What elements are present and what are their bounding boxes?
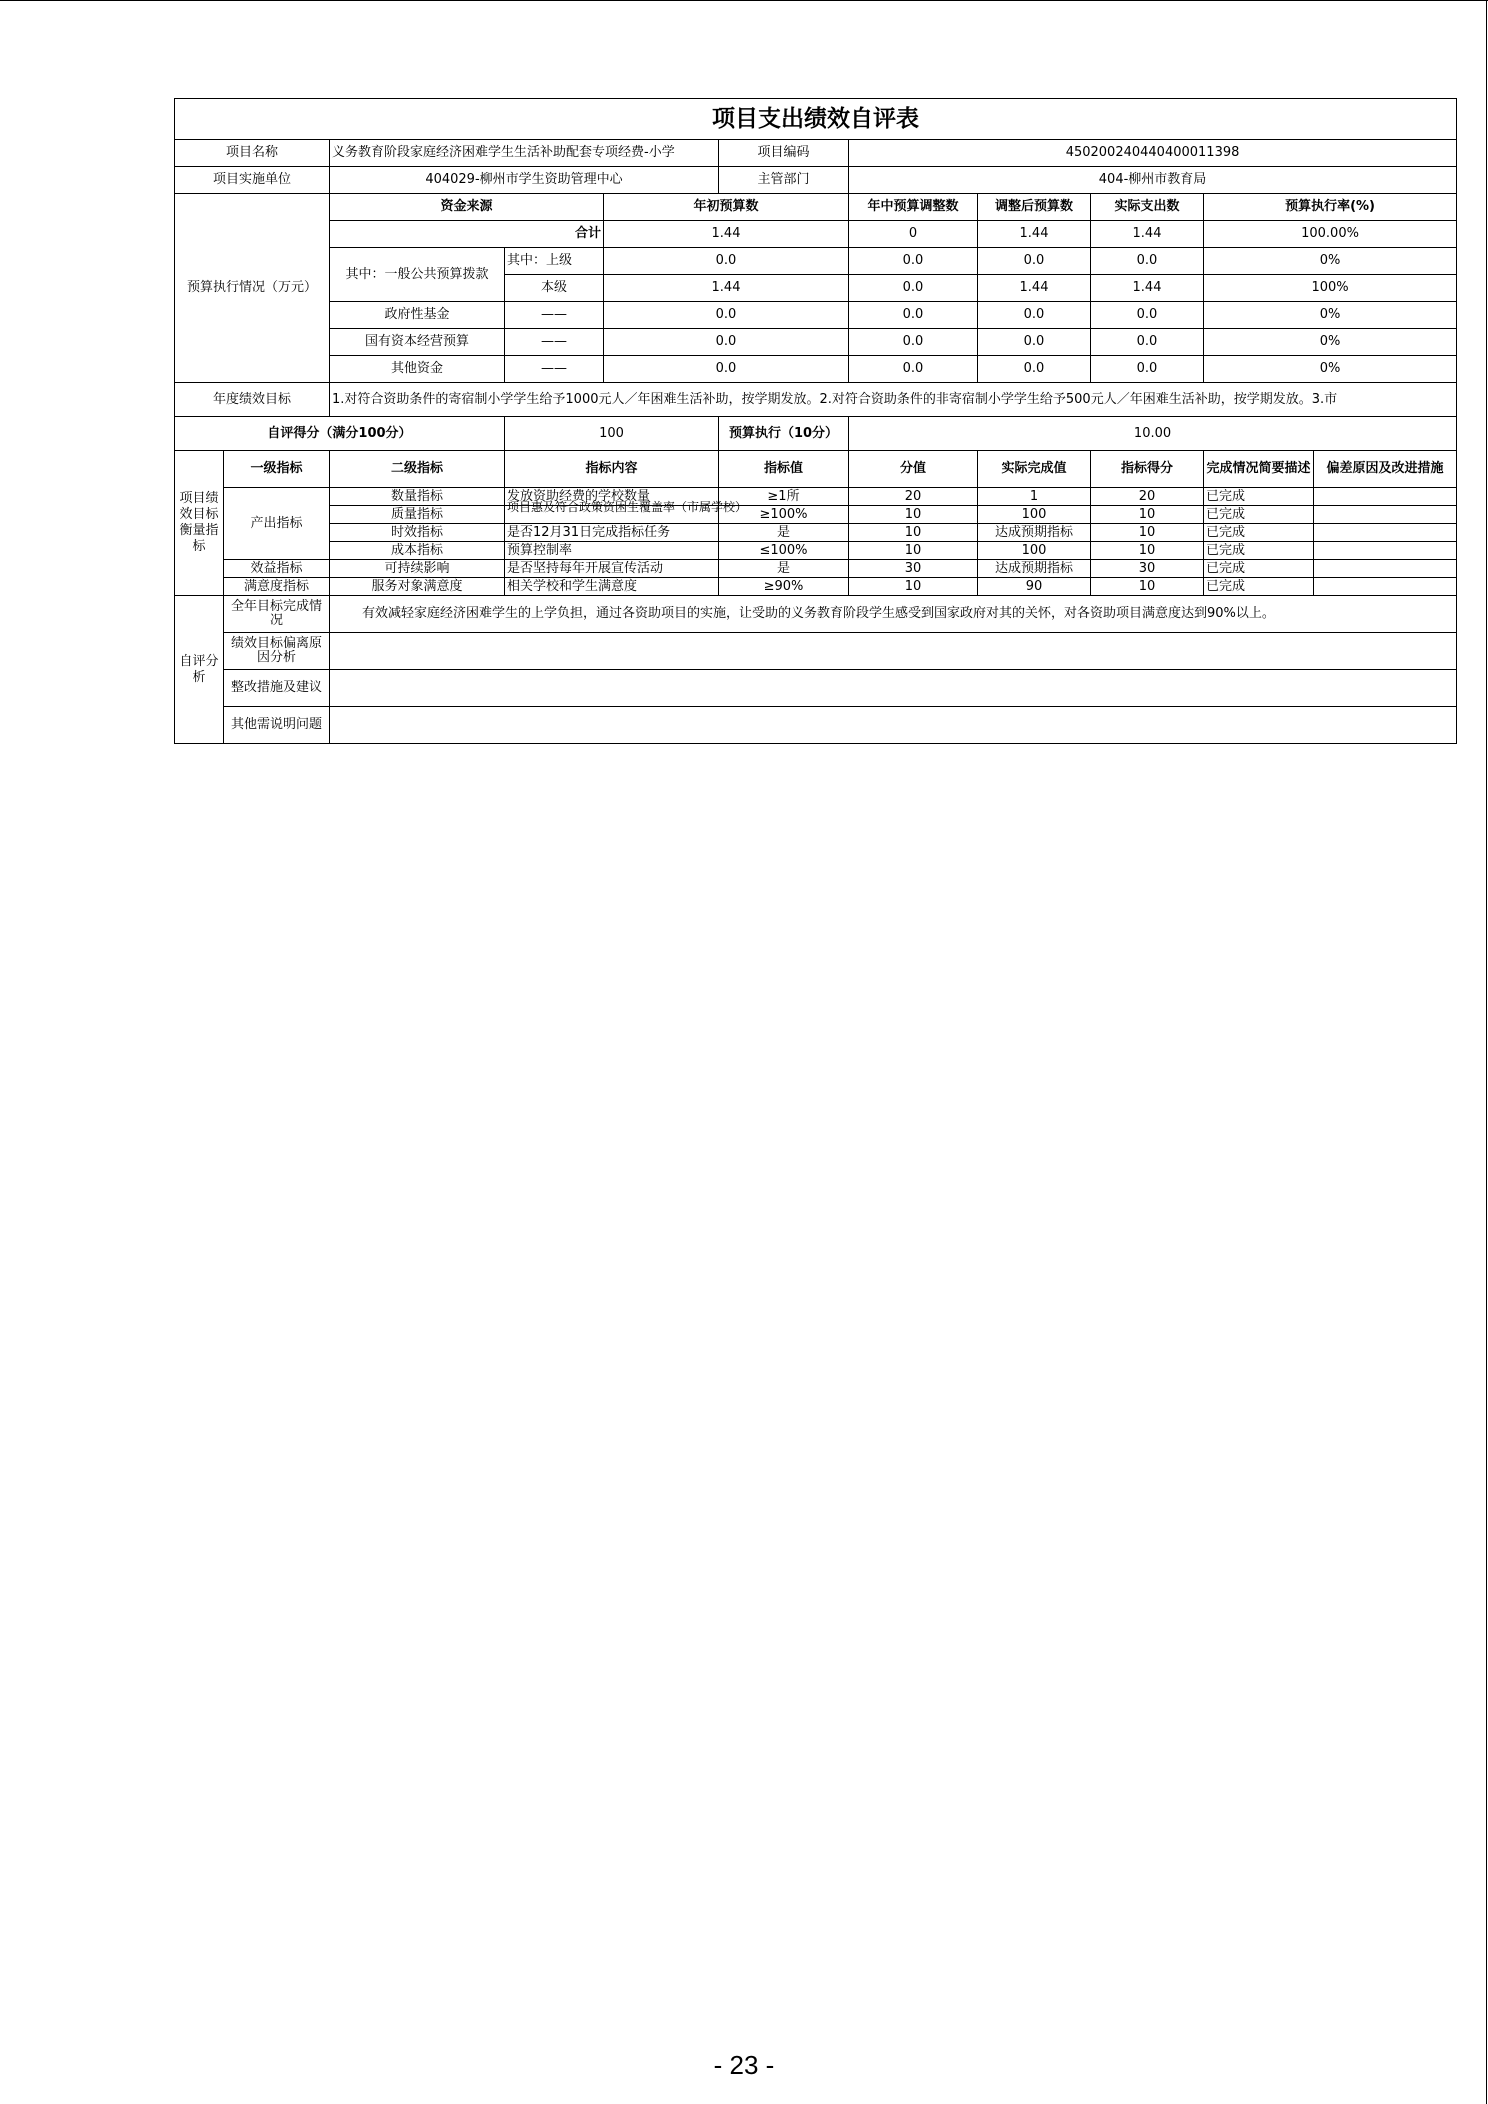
budget-cell: 0.0: [604, 248, 849, 275]
indicator-score: 10: [1091, 506, 1204, 524]
budget-cell: 0.0: [978, 329, 1091, 356]
indicator-status: 已完成: [1204, 488, 1314, 506]
indicator-content: 发放资助经费的学校数量: [505, 488, 719, 506]
budget-cell: 0.0: [604, 356, 849, 383]
indicator-actual: 达成预期指标: [978, 524, 1091, 542]
indicator-content: 是否坚持每年开展宣传活动: [505, 560, 719, 578]
table-title: 项目支出绩效自评表: [175, 99, 1457, 140]
indicator-reason: [1314, 542, 1457, 560]
indicator-level2: 时效指标: [330, 524, 505, 542]
analysis-row-text: [330, 633, 1457, 670]
budget-cell: 0.0: [1091, 329, 1204, 356]
indicator-row: [175, 506, 1457, 524]
budget-cell: 0.0: [1091, 356, 1204, 383]
indicator-weight: 10: [849, 578, 978, 596]
budget-header-adjust: 年中预算调整数: [849, 194, 978, 221]
budget-section-label: 预算执行情况（万元）: [175, 194, 330, 383]
page-number: - 23 -: [713, 2050, 775, 2080]
budget-cell: 0.0: [978, 302, 1091, 329]
budget-cell: 0.0: [978, 248, 1091, 275]
indicator-target: ≥100%: [719, 506, 849, 524]
indicator-actual: 1: [978, 488, 1091, 506]
indicator-header: 指标得分: [1091, 451, 1204, 488]
project-name-label: 项目名称: [175, 140, 330, 167]
indicator-status: 已完成: [1204, 506, 1314, 524]
indicator-header: 完成情况简要描述: [1204, 451, 1314, 488]
budget-total-label: 合计: [330, 221, 604, 248]
analysis-row-text: [330, 670, 1457, 707]
budget-row-upper: [175, 248, 1457, 275]
indicator-reason: [1314, 488, 1457, 506]
indicator-section-label: 项目绩效目标衡量指标: [175, 451, 224, 596]
indicator-header: 指标值: [719, 451, 849, 488]
budget-cell: 0%: [1204, 248, 1457, 275]
performance-self-evaluation-table: [174, 98, 1457, 744]
indicator-level2: 数量指标: [330, 488, 505, 506]
indicator-reason: [1314, 506, 1457, 524]
supervising-dept-label: 主管部门: [719, 167, 849, 194]
analysis-row-label: 全年目标完成情况: [224, 596, 330, 633]
indicator-level2: 质量指标: [330, 506, 505, 524]
indicator-status: 已完成: [1204, 560, 1314, 578]
indicator-row: [175, 524, 1457, 542]
self-analysis-label: 自评分析: [175, 596, 224, 744]
budget-dash: ——: [505, 302, 604, 329]
indicator-target: 是: [719, 560, 849, 578]
indicator-reason: [1314, 578, 1457, 596]
budget-exec-score-label: 预算执行（10分）: [719, 417, 849, 451]
budget-cell: 1.44: [604, 221, 849, 248]
indicator-actual: 达成预期指标: [978, 560, 1091, 578]
indicator-header: 分值: [849, 451, 978, 488]
page-top-border: [0, 0, 1488, 1]
budget-header-rate: 预算执行率(%): [1204, 194, 1457, 221]
indicator-content: [505, 500, 748, 524]
budget-cell: 0.0: [604, 302, 849, 329]
indicator-reason: [1314, 560, 1457, 578]
indicator-content: 是否12月31日完成指标任务: [505, 524, 719, 542]
budget-cell: 1.44: [1091, 275, 1204, 302]
indicator-level2: 服务对象满意度: [330, 578, 505, 596]
indicator-score: 20: [1091, 488, 1204, 506]
indicator-header: 指标内容: [505, 451, 719, 488]
indicator-weight: 10: [849, 542, 978, 560]
budget-cell: 100.00%: [1204, 221, 1457, 248]
indicator-status: 已完成: [1204, 578, 1314, 596]
indicator-weight: 10: [849, 506, 978, 524]
indicator-row: [175, 488, 1457, 506]
indicator-status: 已完成: [1204, 524, 1314, 542]
annual-goal-label: 年度绩效目标: [175, 383, 330, 417]
budget-cell: 0.0: [978, 356, 1091, 383]
indicator-row: [175, 578, 1457, 596]
indicator-target: 是: [719, 524, 849, 542]
budget-exec-score-value: 10.00: [849, 417, 1457, 451]
analysis-row-label: 其他需说明问题: [224, 707, 330, 744]
supervising-dept-value: 404-柳州市教育局: [849, 167, 1457, 194]
budget-cell: 1.44: [1091, 221, 1204, 248]
indicator-row: [175, 560, 1457, 578]
indicator-actual: 90: [978, 578, 1091, 596]
self-score-value: 100: [505, 417, 719, 451]
indicator-score: 30: [1091, 560, 1204, 578]
indicator-score: 10: [1091, 578, 1204, 596]
indicator-target: ≥1所: [719, 488, 849, 506]
implementing-unit-label: 项目实施单位: [175, 167, 330, 194]
indicator-score: 10: [1091, 542, 1204, 560]
budget-upper-label: 其中：上级: [505, 248, 604, 275]
analysis-row-label: 整改措施及建议: [224, 670, 330, 707]
analysis-row-label: 绩效目标偏离原因分析: [224, 633, 330, 670]
budget-cell: 0.0: [604, 329, 849, 356]
budget-other-label: 国有资本经营预算: [330, 329, 505, 356]
indicator-header: 实际完成值: [978, 451, 1091, 488]
page-right-border: [1486, 0, 1487, 2104]
indicator-content: 相关学校和学生满意度: [505, 578, 719, 596]
annual-goal-text: 1.对符合资助条件的寄宿制小学学生给予1000元人／年困难生活补助，按学期发放。2.对符合资助条件的非寄宿制小学学生给予500元人／年困难生活补助，按学期发放。3.市: [330, 383, 1457, 417]
project-name-value: 义务教育阶段家庭经济困难学生生活补助配套专项经费-小学: [330, 140, 719, 167]
budget-row-other-funds: [175, 356, 1457, 383]
budget-other-label: 政府性基金: [330, 302, 505, 329]
indicator-actual: 100: [978, 506, 1091, 524]
budget-cell: 0.0: [1091, 302, 1204, 329]
indicator-header: 偏差原因及改进措施: [1314, 451, 1457, 488]
project-code-label: 项目编码: [719, 140, 849, 167]
indicator-target: ≥90%: [719, 578, 849, 596]
implementing-unit-value: 404029-柳州市学生资助管理中心: [330, 167, 719, 194]
budget-cell: 0.0: [849, 329, 978, 356]
self-score-label: 自评得分（满分100分）: [175, 417, 505, 451]
indicator-level2: 成本指标: [330, 542, 505, 560]
indicator-weight: 20: [849, 488, 978, 506]
budget-header-source: 资金来源: [330, 194, 604, 221]
budget-cell: 100%: [1204, 275, 1457, 302]
indicator-weight: 10: [849, 524, 978, 542]
budget-cell: 0%: [1204, 302, 1457, 329]
indicator-status: 已完成: [1204, 542, 1314, 560]
indicator-row: [175, 542, 1457, 560]
budget-header-actual: 实际支出数: [1091, 194, 1204, 221]
analysis-row-text: 有效减轻家庭经济困难学生的上学负担，通过各资助项目的实施，让受助的义务教育阶段学生感受到国家政府对其的关怀，对各资助项目满意度达到90%以上。: [330, 596, 1457, 633]
budget-cell: 0.0: [1091, 248, 1204, 275]
indicator-reason: [1314, 524, 1457, 542]
budget-cell: 1.44: [978, 221, 1091, 248]
analysis-row-text: [330, 707, 1457, 744]
budget-local-label: 本级: [505, 275, 604, 302]
indicator-header: 二级指标: [330, 451, 505, 488]
budget-row-gov-fund: [175, 302, 1457, 329]
indicator-target: ≤100%: [719, 542, 849, 560]
budget-dash: ——: [505, 356, 604, 383]
budget-cell: 1.44: [978, 275, 1091, 302]
indicator-score: 10: [1091, 524, 1204, 542]
benefit-indicator-label: 效益指标: [224, 560, 330, 578]
general-budget-label: 其中：一般公共预算拨款: [330, 248, 505, 302]
budget-cell: 0: [849, 221, 978, 248]
budget-header-adjusted: 调整后预算数: [978, 194, 1091, 221]
project-code-value: 450200240440400011398: [849, 140, 1457, 167]
budget-cell: 0.0: [849, 356, 978, 383]
indicator-header: 一级指标: [224, 451, 330, 488]
budget-dash: ——: [505, 329, 604, 356]
satisfaction-indicator-label: 满意度指标: [224, 578, 330, 596]
budget-cell: 0.0: [849, 275, 978, 302]
budget-cell: 0%: [1204, 356, 1457, 383]
budget-cell: 0.0: [849, 302, 978, 329]
indicator-content-text: 项目惠及符合政策资困生覆盖率（市属学校）: [507, 500, 748, 514]
budget-row-total: [175, 221, 1457, 248]
budget-other-label: 其他资金: [330, 356, 505, 383]
budget-cell: 0.0: [849, 248, 978, 275]
budget-cell: 0%: [1204, 329, 1457, 356]
budget-header-initial: 年初预算数: [604, 194, 849, 221]
indicator-level2: 可持续影响: [330, 560, 505, 578]
budget-row-state-capital: [175, 329, 1457, 356]
indicator-weight: 30: [849, 560, 978, 578]
output-indicator-label: 产出指标: [224, 488, 330, 560]
budget-cell: 1.44: [604, 275, 849, 302]
indicator-actual: 100: [978, 542, 1091, 560]
indicator-content: 预算控制率: [505, 542, 719, 560]
